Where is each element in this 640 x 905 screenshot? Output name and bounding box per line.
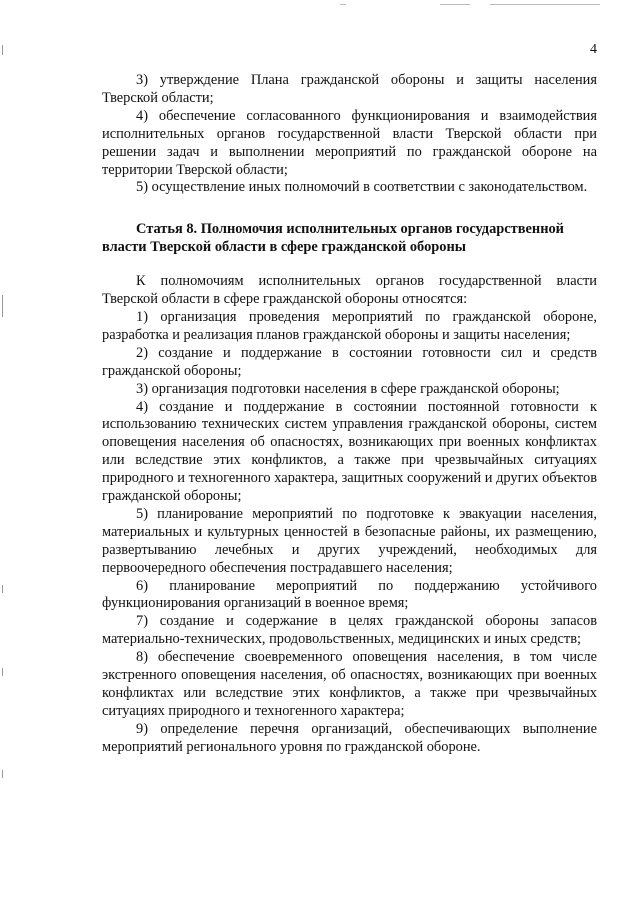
list-item: 7) создание и содержание в целях гражданской обороны запасов материально-технических, продовольственных, медицинских и иных средств; xyxy=(102,613,597,648)
paragraph: 3) утверждение Плана гражданской обороны и защиты населения Тверской области; xyxy=(102,72,597,106)
list-item: 5) планирование мероприятий по подготовке к эвакуации населения, материальных и культурных ценностей в безопасные районы, их размещению, развертыванию лечебных и других учреждений, необходимых для первоочередного обеспечения пострадавшего населения; xyxy=(102,505,597,576)
page-number: 4 xyxy=(590,42,597,57)
scan-artifact-marks xyxy=(340,4,600,8)
article-title xyxy=(102,221,597,257)
document-body xyxy=(102,72,597,757)
list-item: 9) определение перечня организаций, обеспечивающих выполнение мероприятий регионального уровня по гражданской обороне. xyxy=(102,720,597,755)
article-title-line2: власти Тверской области в сфере гражданской обороны xyxy=(102,239,466,256)
article-title-line1: Статья 8. Полномочия исполнительных органов государственной xyxy=(136,221,564,238)
paragraph: 4) обеспечение согласованного функционирования и взаимодействия исполнительных органов государственной власти Тверской области при решении задач и выполнении мероприятий по гражданской обороне на территории Тверской области; xyxy=(102,107,597,178)
list-item: 8) обеспечение своевременного оповещения населения, в том числе экстренного оповещения населения, об опасностях, возникающих при военных конфликтах или вследствие этих конфликтов, а также при чрезвычайных ситуациях природного и техногенного характера; xyxy=(102,649,597,719)
list-item: 6) планирование мероприятий по поддержанию устойчивого функционирования организаций в военное время; xyxy=(102,577,597,612)
paragraph: 5) осуществление иных полномочий в соответствии с законодательством. xyxy=(136,179,588,196)
list-item: 2) создание и поддержание в состоянии готовности сил и средств гражданской обороны; xyxy=(102,344,597,379)
list-item: 1) организация проведения мероприятий по гражданской обороне, разработка и реализация планов гражданской обороны и защиты населения; xyxy=(102,308,597,343)
list-item: 3) организация подготовки населения в сфере гражданской обороны; xyxy=(136,380,560,397)
list-item: 4) создание и поддержание в состоянии постоянной готовности к использованию технических систем управления гражданской обороны, систем оповещения населения об опасностях, возникающих при военных конфликтах или вследствие этих конфликтов, а также при чрезвычайных ситуациях природного и техногенного характера, защитных сооружений и других объектов гражданской обороны; xyxy=(102,398,597,505)
article-intro: К полномочиям исполнительных органов государственной власти Тверской области в сфере гражданской обороны относятся: xyxy=(102,273,597,308)
